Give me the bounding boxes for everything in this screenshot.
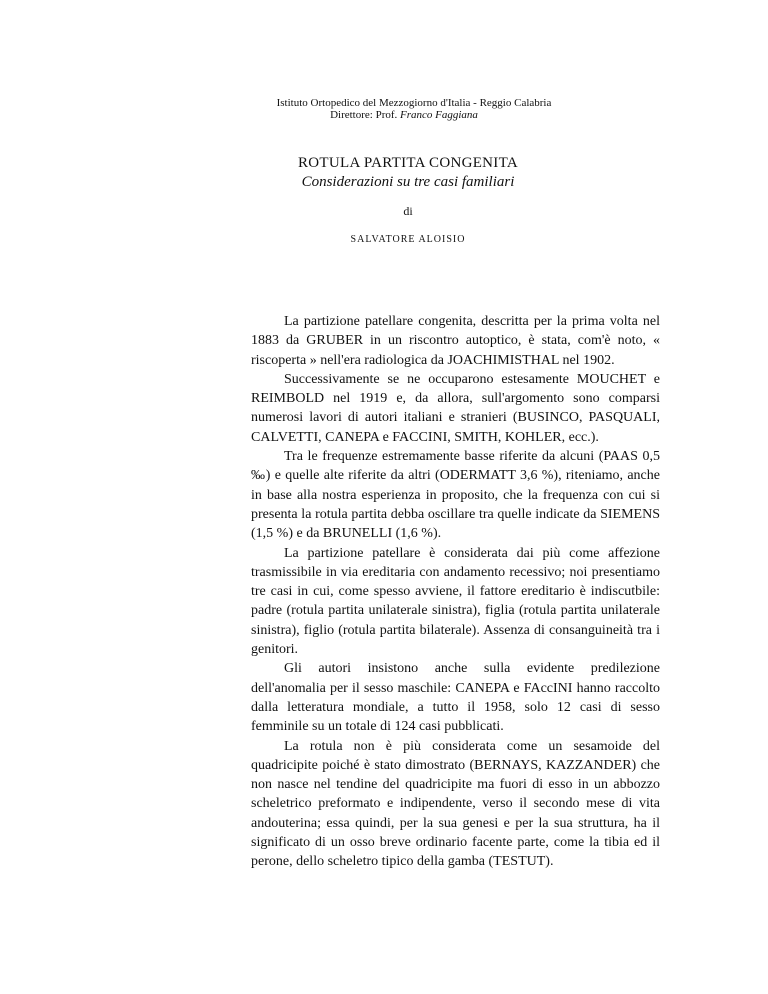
article-body [251, 312, 660, 872]
director-prefix: Direttore: Prof. [330, 109, 398, 121]
article-title: ROTULA PARTITA CONGENITA [297, 155, 518, 171]
paragraph: Tra le frequenze estremamente basse riferite da alcuni (PAAS 0,5 ‰) e quelle alte riferite da altri (ODERMATT 3,6 %), riteniamo, anche in base alla nostra esperienza in proposito, che la frequenza con cui si presenta la rotula partita debba oscillare tra quelle indicate da SIEMENS (1,5 %) e da BRUNELLI (1,6 %). [251, 449, 660, 542]
article-subtitle: Considerazioni su tre casi familiari [301, 174, 515, 190]
paragraph: Successivamente se ne occuparono estesamente MOUCHET e REIMBOLD nel 1919 e, da allora, sull'argomento sono comparsi numerosi lavori di autori italiani e stranieri (BUSINCO, PASQUALI, CALVETTI, CANEPA e FACCINI, SMITH, KOHLER, ecc.). [251, 371, 660, 445]
byline-di: di [403, 204, 413, 218]
institute-name: Istituto Ortopedico del Mezzogiorno d'Italia - Reggio Calabria [276, 97, 552, 109]
paragraph: La partizione patellare è considerata dai più come affezione trasmissibile in via ereditaria con andamento recessivo; noi presentiamo tre casi in cui, come spesso avviene, il fattore ereditario è indiscutbile: padre (rotula partita unilaterale sinistra), figlia (rotula partita unilaterale sinistra), figlio (rotula partita bilaterale). Assenza di consanguineità tra i genitori. [251, 545, 660, 658]
author-name: SALVATORE ALOISIO [350, 234, 466, 245]
paragraph: La rotula non è più considerata come un sesamoide del quadricipite poiché è stato dimostrato (BERNAYS, KAZZANDER) che non nasce nel tendine del quadricipite ma fuori di esso in un abbozzo scheletrico preformato e indipendente, verso il secondo mese di vita andouterina; essa quindi, per la sua genesi e per la sua struttura, ha il significato di un osso breve ordinario facente parte, come la tibia ed il perone, dello scheletro tipico della gamba (TESTUT). [251, 738, 660, 870]
director-line [0, 109, 768, 121]
paragraph: La partizione patellare congenita, descritta per la prima volta nel 1883 da GRUBER in un riscontro autoptico, è stata, com'è noto, « riscoperta » nell'era radiologica da JOACHIMISTHAL nel 1902. [251, 314, 660, 368]
institution-header [0, 97, 768, 121]
director-name: Franco Faggiana [400, 109, 478, 121]
paragraph: Gli autori insistono anche sulla evidente predilezione dell'anomalia per il sesso maschile: CANEPA e FAccINI hanno raccolto dalla letteratura mondiale, a tutto il 1958, solo 12 casi di sesso femminile su un totale di 124 casi pubblicati. [251, 661, 660, 735]
